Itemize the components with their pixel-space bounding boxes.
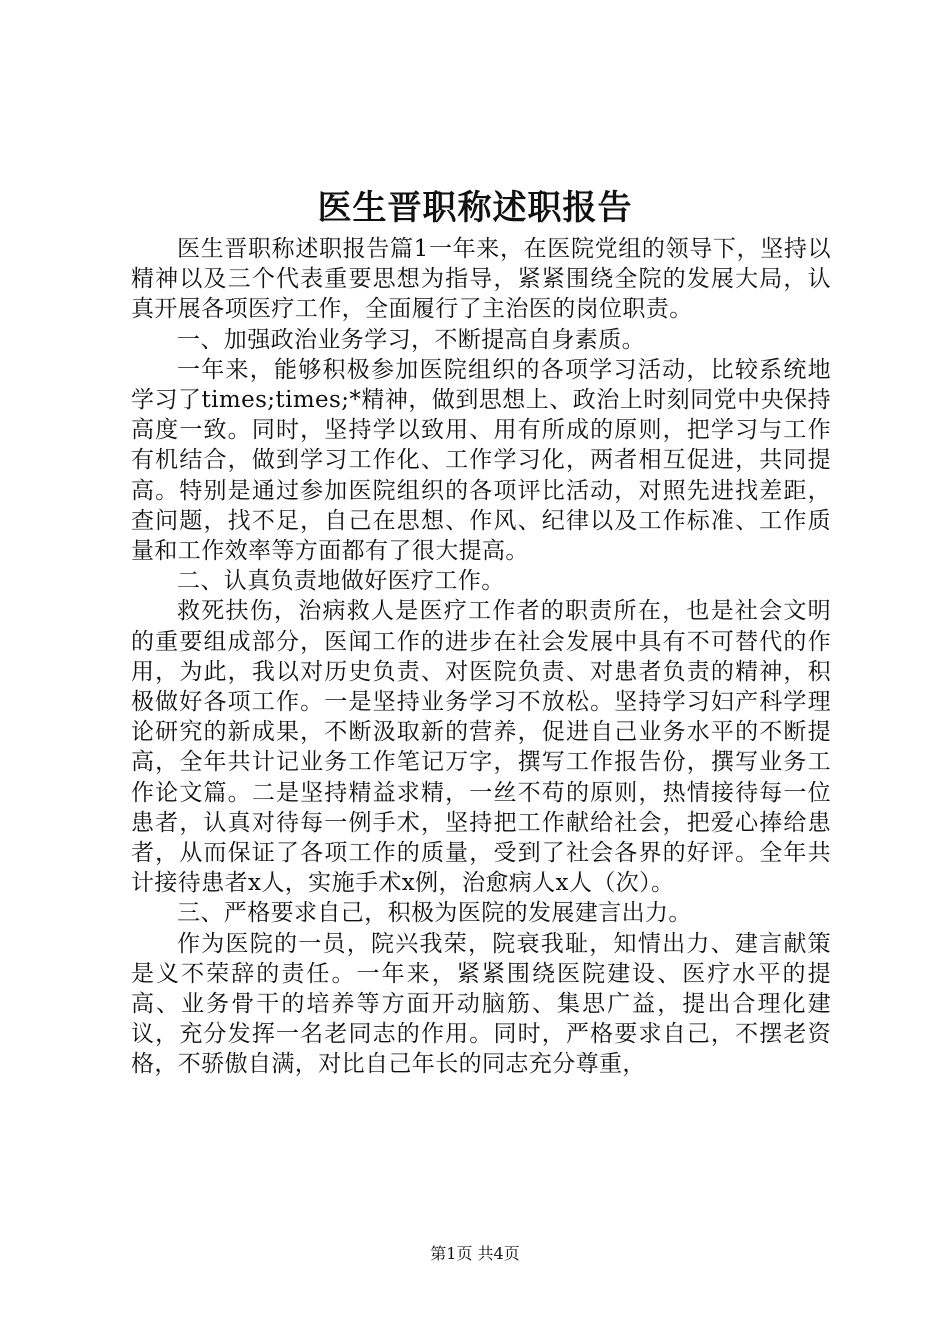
paragraph-medical-work: 救死扶伤，治病救人是医疗工作者的职责所在，也是社会文明的重要组成部分，医闻工作的进步在社会发展中具有不可替代的作用，为此，我以对历史负责、对医院负责、对患者负责的精神，积极做好各项工作。一是坚持业务学习不放松。坚持学习妇产科学理论研究的新成果，不断汲取新的营养，促进自己业务水平的不断提高，全年共计记业务工作笔记万字，撰写工作报告份，撰写业务工作论文篇。二是坚持精益求精，一丝不苟的原则，热情接待每一位患者，认真对待每一例手术，坚持把工作献给社会，把爱心捧给患者，从而保证了各项工作的质量，受到了社会各界的好评。全年共计接待患者x人，实施手术x例，治愈病人x人（次）。	[131, 598, 831, 897]
document-body	[131, 234, 831, 1080]
section-heading-1: 一、加强政治业务学习，不断提高自身素质。	[177, 326, 645, 353]
section-heading-3: 三、严格要求自己，积极为医院的发展建言出力。	[177, 900, 692, 927]
page-footer: 第1页 共4页	[430, 1244, 520, 1263]
paragraph-intro: 医生晋职称述职报告篇1一年来，在医院党组的领导下，坚持以精神以及三个代表重要思想为指导，紧紧围绕全院的发展大局，认真开展各项医疗工作，全面履行了主治医的岗位职责。	[131, 236, 831, 323]
document-title: 医生晋职称述职报告	[317, 188, 633, 228]
paragraph-development: 作为医院的一员，院兴我荣，院衰我耻，知情出力、建言献策是义不荣辞的责任。一年来，紧紧围绕医院建设、医疗水平的提高、业务骨干的培养等方面开动脑筋、集思广益，提出合理化建议，充分发挥一名老同志的作用。同时，严格要求自己，不摆老资格，不骄傲自满，对比自己年长的同志充分尊重，	[131, 930, 831, 1078]
section-heading-2: 二、认真负责地做好医疗工作。	[177, 568, 505, 595]
paragraph-study: 一年来，能够积极参加医院组织的各项学习活动，比较系统地学习了times;times;*精神，做到思想上、政治上时刻同党中央保持高度一致。同时，坚持学以致用、用有所成的原则，把学习与工作有机结合，做到学习工作化、工作学习化，两者相互促进，共同提高。特别是通过参加医院组织的各项评比活动，对照先进找差距，查问题，找不足，自己在思想、作风、纪律以及工作标准、工作质量和工作效率等方面都有了很大提高。	[131, 356, 831, 565]
